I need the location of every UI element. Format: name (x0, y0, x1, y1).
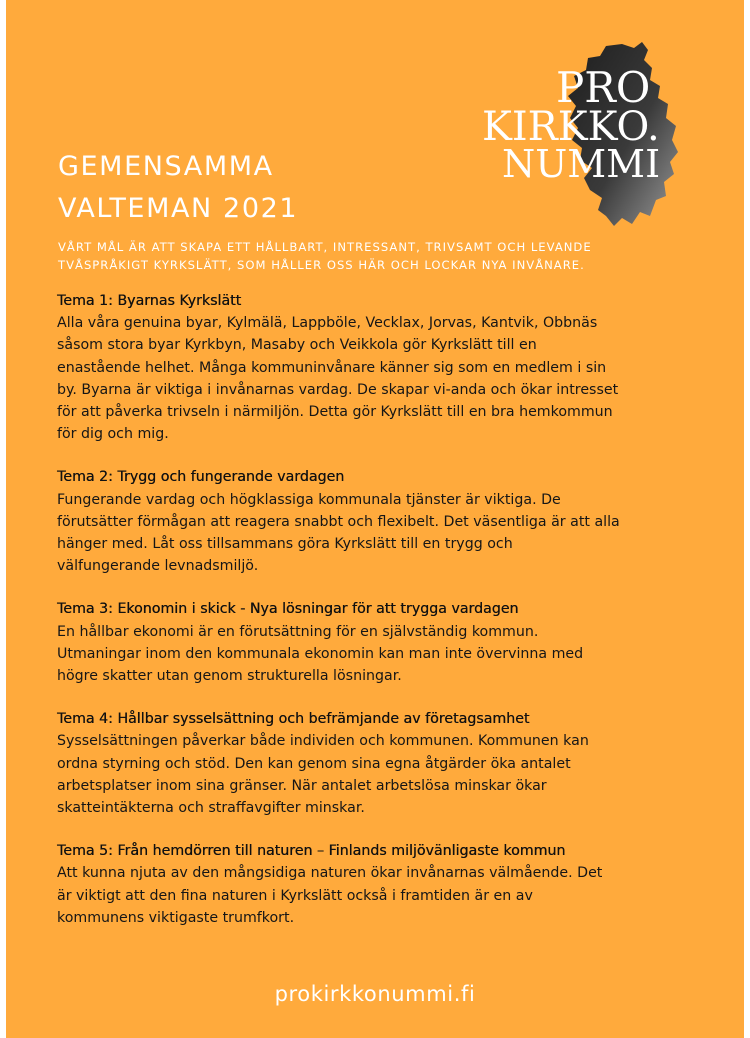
theme-text-line: by. Byarna är viktiga i invånarnas vardag. De skapar vi-anda och ökar intresset (57, 381, 619, 398)
tagline-line-1: VÅRT MÅL ÄR ATT SKAPA ETT HÅLLBART, INTRESSANT, TRIVSAMT OCH LEVANDE (58, 240, 592, 254)
theme-4 (57, 708, 707, 819)
theme-text-line: arbetsplatser inom sina gränser. När antalet arbetslösa minskar ökar (57, 777, 547, 794)
theme-text-line: såsom stora byar Kyrkbyn, Masaby och Veikkola gör Kyrkslätt till en (57, 337, 537, 354)
theme-text-line: Utmaningar inom den kommunala ekonomin kan man inte övervinna med (57, 645, 584, 662)
theme-text-line: förutsätter förmågan att reagera snabbt och flexibelt. Det väsentliga är att alla (57, 513, 620, 530)
theme-title: Tema 4: Hållbar sysselsättning och befrämjande av företagsamhet (57, 711, 530, 728)
logo-text-nummi: NUMMI (502, 142, 661, 186)
mission-tagline (58, 238, 718, 274)
theme-text-line: Att kunna njuta av den mångsidiga naturen ökar invånarnas välmående. Det (57, 865, 603, 882)
theme-text-line: Sysselsättningen påverkar både individen och kommunen. Kommunen kan (57, 733, 589, 750)
theme-title: Tema 3: Ekonomin i skick - Nya lösningar för att trygga vardagen (57, 601, 519, 618)
theme-text-line: Alla våra genuina byar, Kylmälä, Lappböle, Vecklax, Jorvas, Kantvik, Obbnäs (57, 315, 598, 332)
theme-2 (57, 466, 707, 577)
theme-text-line: högre skatter utan genom strukturella lösningar. (57, 668, 402, 685)
theme-3 (57, 598, 707, 687)
title-line-1: GEMENSAMMA (58, 151, 274, 182)
logo-text-pro: PRO (556, 63, 651, 112)
logo-text-kirkko: KIRKKO. (482, 104, 660, 150)
tagline-line-2: TVÅSPRÅKIGT KYRKSLÄTT, SOM HÅLLER OSS HÄR OCH LOCKAR NYA INVÅNARE. (58, 258, 585, 272)
theme-text-line: för dig och mig. (57, 426, 169, 443)
pro-kirkkonummi-logo (472, 40, 684, 230)
theme-text-line: hänger med. Låt oss tillsammans göra Kyrkslätt till en trygg och (57, 536, 513, 553)
page-title (58, 146, 298, 230)
theme-text-line: Fungerande vardag och högklassiga kommunala tjänster är viktiga. De (57, 491, 561, 508)
flyer-page (6, 0, 744, 1038)
theme-text-line: välfungerande levnadsmiljö. (57, 558, 259, 575)
theme-title: Tema 2: Trygg och fungerande vardagen (57, 469, 345, 486)
theme-title: Tema 5: Från hemdörren till naturen – Finlands miljövänligaste kommun (57, 843, 566, 860)
theme-text-line: är viktigt att den fina naturen i Kyrkslätt också i framtiden är en av (57, 887, 533, 904)
theme-text-line: skatteintäkterna och straffavgifter minskar. (57, 800, 365, 817)
theme-text-line: enastående helhet. Många kommuninvånare känner sig som en medlem i sin (57, 359, 607, 376)
theme-1 (57, 290, 707, 445)
theme-text-line: En hållbar ekonomi är en förutsättning för en självständig kommun. (57, 623, 539, 640)
theme-text-line: ordna styrning och stöd. Den kan genom sina egna åtgärder öka antalet (57, 755, 571, 772)
title-line-2: VALTEMAN 2021 (58, 193, 299, 224)
website-link[interactable]: prokirkkonummi.fi (274, 982, 476, 1006)
theme-5 (57, 840, 707, 929)
themes-list (57, 290, 707, 950)
theme-text-line: kommunens viktigaste trumfkort. (57, 909, 295, 926)
theme-title: Tema 1: Byarnas Kyrkslätt (57, 293, 242, 309)
theme-text-line: för att påverka trivseln i närmiljön. Detta gör Kyrkslätt till en bra hemkommun (57, 404, 613, 421)
